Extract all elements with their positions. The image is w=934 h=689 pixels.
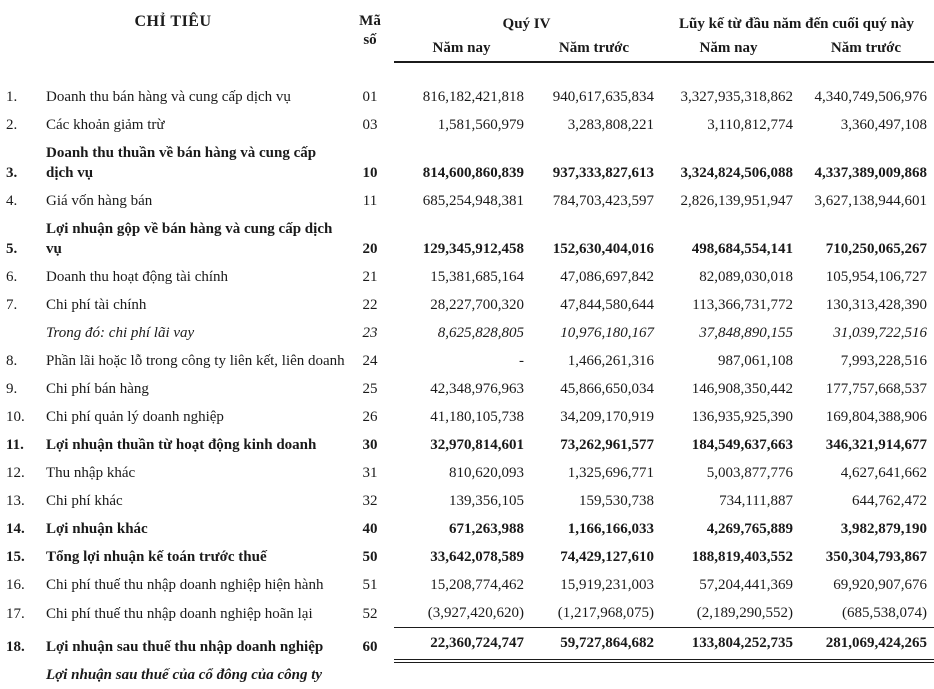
ytd-group-header: Lũy kế từ đầu năm đến cuối quý này bbox=[679, 16, 914, 32]
row-label: Phần lãi hoặc lỗ trong công ty liên kết, liên doanh bbox=[46, 353, 345, 369]
row-code: 30 bbox=[362, 437, 378, 453]
row-number: 8. bbox=[6, 353, 18, 369]
cell-ytd-last-year: 4,340,749,506,976 bbox=[814, 89, 927, 105]
table-row bbox=[0, 187, 934, 215]
cell-ytd-last-year: 710,250,065,267 bbox=[825, 241, 927, 257]
row-label: Chi phí tài chính bbox=[46, 297, 147, 313]
row-code: 11 bbox=[362, 193, 378, 209]
cell-ytd-last-year: 177,757,668,537 bbox=[825, 381, 927, 397]
header-spacer-row bbox=[0, 62, 934, 83]
row-number: 18. bbox=[6, 639, 25, 655]
cell-q4-last-year: 45,866,650,034 bbox=[560, 381, 654, 397]
row-code: 25 bbox=[362, 381, 378, 397]
row-code: 32 bbox=[362, 493, 378, 509]
row-label: Chi phí thuế thu nhập doanh nghiệp hoãn lại bbox=[46, 605, 313, 622]
cell-ytd-last-year bbox=[798, 661, 934, 689]
cell-q4-last-year: 15,919,231,003 bbox=[560, 577, 654, 593]
cell-ytd-last-year: 3,982,879,190 bbox=[840, 521, 927, 537]
cell-ytd-this-year bbox=[659, 661, 798, 689]
cell-q4-this-year: 139,356,105 bbox=[449, 493, 524, 509]
cell-ytd-this-year: 5,003,877,776 bbox=[706, 465, 793, 481]
ytd-this-year-header: Năm nay bbox=[659, 38, 798, 62]
table-row bbox=[0, 83, 934, 111]
cell-q4-this-year: - bbox=[519, 353, 524, 369]
cell-ytd-last-year: 4,627,641,662 bbox=[840, 465, 927, 481]
cell-q4-last-year: (1,217,968,075) bbox=[557, 605, 654, 621]
row-code: 51 bbox=[362, 577, 378, 593]
table-row bbox=[0, 599, 934, 628]
table-row bbox=[0, 375, 934, 403]
cell-ytd-this-year: 184,549,637,663 bbox=[691, 437, 793, 453]
q4-last-year-header: Năm trước bbox=[529, 38, 659, 62]
row-code: 23 bbox=[362, 325, 378, 341]
row-number: 4. bbox=[6, 193, 18, 209]
cell-ytd-this-year: 3,324,824,506,088 bbox=[680, 165, 793, 181]
cell-ytd-last-year: 644,762,472 bbox=[852, 493, 927, 509]
cell-q4-last-year: 159,530,738 bbox=[579, 493, 654, 509]
cell-ytd-this-year: 3,327,935,318,862 bbox=[680, 89, 793, 105]
cell-q4-this-year: 15,381,685,164 bbox=[430, 269, 524, 285]
cell-q4-last-year: 47,086,697,842 bbox=[560, 269, 654, 285]
cell-ytd-last-year: 4,337,389,009,868 bbox=[814, 165, 927, 181]
cell-ytd-this-year: 2,826,139,951,947 bbox=[680, 193, 793, 209]
table-row bbox=[0, 459, 934, 487]
row-number bbox=[0, 319, 46, 347]
cell-q4-this-year: 41,180,105,738 bbox=[430, 409, 524, 425]
table-row bbox=[0, 543, 934, 571]
row-code: 20 bbox=[362, 241, 378, 257]
cell-q4-this-year: 810,620,093 bbox=[449, 465, 524, 481]
header-row-groups bbox=[0, 0, 934, 38]
code-column-header bbox=[346, 0, 394, 62]
cell-q4-last-year: 784,703,423,597 bbox=[552, 193, 654, 209]
cell-q4-this-year: 8,625,828,805 bbox=[437, 325, 524, 341]
cell-q4-last-year: 937,333,827,613 bbox=[552, 165, 654, 181]
cell-ytd-last-year: (685,538,074) bbox=[842, 605, 927, 621]
criteria-column-header: CHỈ TIÊU bbox=[134, 13, 212, 30]
row-code: 24 bbox=[362, 353, 378, 369]
cell-q4-this-year: 685,254,948,381 bbox=[422, 193, 524, 209]
row-label: Tổng lợi nhuận kế toán trước thuế bbox=[46, 549, 267, 565]
row-label: Thu nhập khác bbox=[46, 465, 136, 481]
row-number: 9. bbox=[6, 381, 18, 397]
code-header-line1: Mã bbox=[359, 13, 381, 29]
cell-q4-last-year: 74,429,127,610 bbox=[560, 549, 654, 565]
cell-q4-this-year: 33,642,078,589 bbox=[430, 549, 524, 565]
cell-ytd-last-year: 346,321,914,677 bbox=[825, 437, 927, 453]
row-label: Trong đó: chi phí lãi vay bbox=[46, 325, 195, 341]
cell-q4-last-year: 1,325,696,771 bbox=[567, 465, 654, 481]
cell-ytd-last-year: 7,993,228,516 bbox=[840, 353, 927, 369]
cell-ytd-this-year: 3,110,812,774 bbox=[707, 117, 793, 133]
row-code: 26 bbox=[362, 409, 378, 425]
table-row bbox=[0, 319, 934, 347]
ytd-last-year-header: Năm trước bbox=[798, 38, 934, 62]
row-code: 22 bbox=[362, 297, 378, 313]
cell-ytd-this-year: 188,819,403,552 bbox=[691, 549, 793, 565]
row-number: 15. bbox=[6, 549, 25, 565]
row-label: Lợi nhuận sau thuế thu nhập doanh nghiệp bbox=[46, 639, 324, 655]
table-row bbox=[0, 291, 934, 319]
cell-ytd-this-year: 146,908,350,442 bbox=[691, 381, 793, 397]
cell-q4-this-year: 129,345,912,458 bbox=[422, 241, 524, 257]
table-row bbox=[0, 215, 934, 263]
cell-ytd-this-year: 498,684,554,141 bbox=[691, 241, 793, 257]
cell-q4-last-year: 1,166,166,033 bbox=[567, 521, 654, 537]
cell-q4-this-year bbox=[394, 661, 529, 689]
table-row bbox=[0, 403, 934, 431]
cell-ytd-this-year: 133,804,252,735 bbox=[659, 628, 798, 662]
row-label: Lợi nhuận khác bbox=[46, 521, 148, 537]
cell-ytd-this-year: 4,269,765,889 bbox=[706, 521, 793, 537]
row-code bbox=[346, 661, 394, 689]
row-code: 40 bbox=[362, 521, 378, 537]
cell-ytd-this-year: 82,089,030,018 bbox=[699, 269, 793, 285]
cell-ytd-last-year: 105,954,106,727 bbox=[825, 269, 927, 285]
q4-this-year-header: Năm nay bbox=[394, 38, 529, 62]
cell-ytd-this-year: 57,204,441,369 bbox=[699, 577, 793, 593]
cell-ytd-this-year: (2,189,290,552) bbox=[696, 605, 793, 621]
row-number: 12. bbox=[6, 465, 25, 481]
table-row bbox=[0, 487, 934, 515]
cell-ytd-this-year: 987,061,108 bbox=[718, 353, 793, 369]
cell-q4-this-year: 32,970,814,601 bbox=[430, 437, 524, 453]
row-label: Lợi nhuận sau thuế của cổ đông của công ty bbox=[46, 667, 323, 683]
cell-ytd-this-year: 734,111,887 bbox=[719, 493, 793, 509]
row-number: 16. bbox=[6, 577, 25, 593]
row-label: Các khoản giảm trừ bbox=[46, 117, 165, 133]
row-label: Chi phí bán hàng bbox=[46, 381, 149, 397]
row-code: 01 bbox=[362, 89, 378, 105]
table-row bbox=[0, 628, 934, 662]
row-label: Chi phí quản lý doanh nghiệp bbox=[46, 409, 224, 425]
cell-q4-last-year: 10,976,180,167 bbox=[560, 325, 654, 341]
cell-ytd-last-year: 281,069,424,265 bbox=[798, 628, 934, 662]
cell-ytd-last-year: 69,920,907,676 bbox=[833, 577, 927, 593]
table-header bbox=[0, 0, 934, 62]
table-row bbox=[0, 431, 934, 459]
row-label: Doanh thu hoạt động tài chính bbox=[46, 269, 229, 285]
cell-q4-this-year: 671,263,988 bbox=[449, 521, 524, 537]
row-label: Doanh thu bán hàng và cung cấp dịch vụ bbox=[46, 89, 291, 105]
row-number: 10. bbox=[6, 409, 25, 425]
table-row bbox=[0, 661, 934, 689]
row-number: 11. bbox=[6, 437, 24, 453]
cell-q4-last-year: 152,630,404,016 bbox=[552, 241, 654, 257]
cell-q4-last-year bbox=[529, 661, 659, 689]
cell-q4-last-year: 34,209,170,919 bbox=[560, 409, 654, 425]
cell-q4-this-year: (3,927,420,620) bbox=[427, 605, 524, 621]
code-header-line2: số bbox=[363, 32, 377, 48]
row-label: Chi phí thuế thu nhập doanh nghiệp hiện hành bbox=[46, 577, 324, 593]
cell-q4-this-year: 816,182,421,818 bbox=[422, 89, 524, 105]
cell-ytd-this-year: 113,366,731,772 bbox=[692, 297, 793, 313]
table-row bbox=[0, 571, 934, 599]
cell-ytd-this-year: 136,935,925,390 bbox=[691, 409, 793, 425]
table-row bbox=[0, 111, 934, 139]
cell-q4-this-year: 1,581,560,979 bbox=[437, 117, 524, 133]
table-row bbox=[0, 139, 934, 187]
row-code: 52 bbox=[362, 605, 378, 622]
row-code: 31 bbox=[362, 465, 378, 481]
row-label: Doanh thu thuần về bán hàng và cung cấp dịch vụ bbox=[46, 145, 317, 181]
cell-ytd-last-year: 130,313,428,390 bbox=[825, 297, 927, 313]
cell-q4-last-year: 73,262,961,577 bbox=[560, 437, 654, 453]
cell-q4-this-year: 28,227,700,320 bbox=[430, 297, 524, 313]
row-code: 10 bbox=[362, 165, 378, 181]
row-code: 50 bbox=[362, 549, 378, 565]
row-number: 13. bbox=[6, 493, 25, 509]
table-row bbox=[0, 263, 934, 291]
cell-q4-this-year: 42,348,976,963 bbox=[430, 381, 524, 397]
cell-ytd-last-year: 350,304,793,867 bbox=[825, 549, 927, 565]
row-number: 6. bbox=[6, 269, 18, 285]
row-label: Giá vốn hàng bán bbox=[46, 193, 153, 209]
row-number: 3. bbox=[6, 165, 18, 181]
row-number: 5. bbox=[6, 241, 18, 257]
row-code: 60 bbox=[362, 639, 378, 655]
row-number: 2. bbox=[6, 117, 18, 133]
cell-q4-this-year: 22,360,724,747 bbox=[394, 628, 529, 662]
quarter-group-header: Quý IV bbox=[502, 16, 551, 32]
cell-q4-this-year: 814,600,860,839 bbox=[422, 165, 524, 181]
row-number: 7. bbox=[6, 297, 18, 313]
cell-ytd-last-year: 3,627,138,944,601 bbox=[814, 193, 927, 209]
cell-q4-this-year: 15,208,774,462 bbox=[430, 577, 524, 593]
row-code: 03 bbox=[362, 117, 378, 133]
table-row bbox=[0, 347, 934, 375]
cell-ytd-last-year: 3,360,497,108 bbox=[840, 117, 927, 133]
cell-q4-last-year: 1,466,261,316 bbox=[567, 353, 654, 369]
row-code: 21 bbox=[362, 269, 378, 285]
row-label: Lợi nhuận thuần từ hoạt động kinh doanh bbox=[46, 437, 317, 453]
cell-ytd-last-year: 169,804,388,906 bbox=[825, 409, 927, 425]
cell-ytd-this-year: 37,848,890,155 bbox=[699, 325, 793, 341]
table-body bbox=[0, 62, 934, 689]
cell-q4-last-year: 59,727,864,682 bbox=[529, 628, 659, 662]
cell-ytd-last-year: 31,039,722,516 bbox=[833, 325, 927, 341]
row-number: 14. bbox=[6, 521, 25, 537]
row-number: 1. bbox=[6, 89, 18, 105]
cell-q4-last-year: 47,844,580,644 bbox=[560, 297, 654, 313]
row-label: Lợi nhuận gộp về bán hàng và cung cấp dịch vụ bbox=[46, 221, 333, 257]
row-label: Chi phí khác bbox=[46, 493, 123, 509]
cell-q4-last-year: 3,283,808,221 bbox=[567, 117, 654, 133]
row-number bbox=[0, 661, 46, 689]
cell-q4-last-year: 940,617,635,834 bbox=[552, 89, 654, 105]
table-row bbox=[0, 515, 934, 543]
row-number: 17. bbox=[6, 605, 25, 622]
